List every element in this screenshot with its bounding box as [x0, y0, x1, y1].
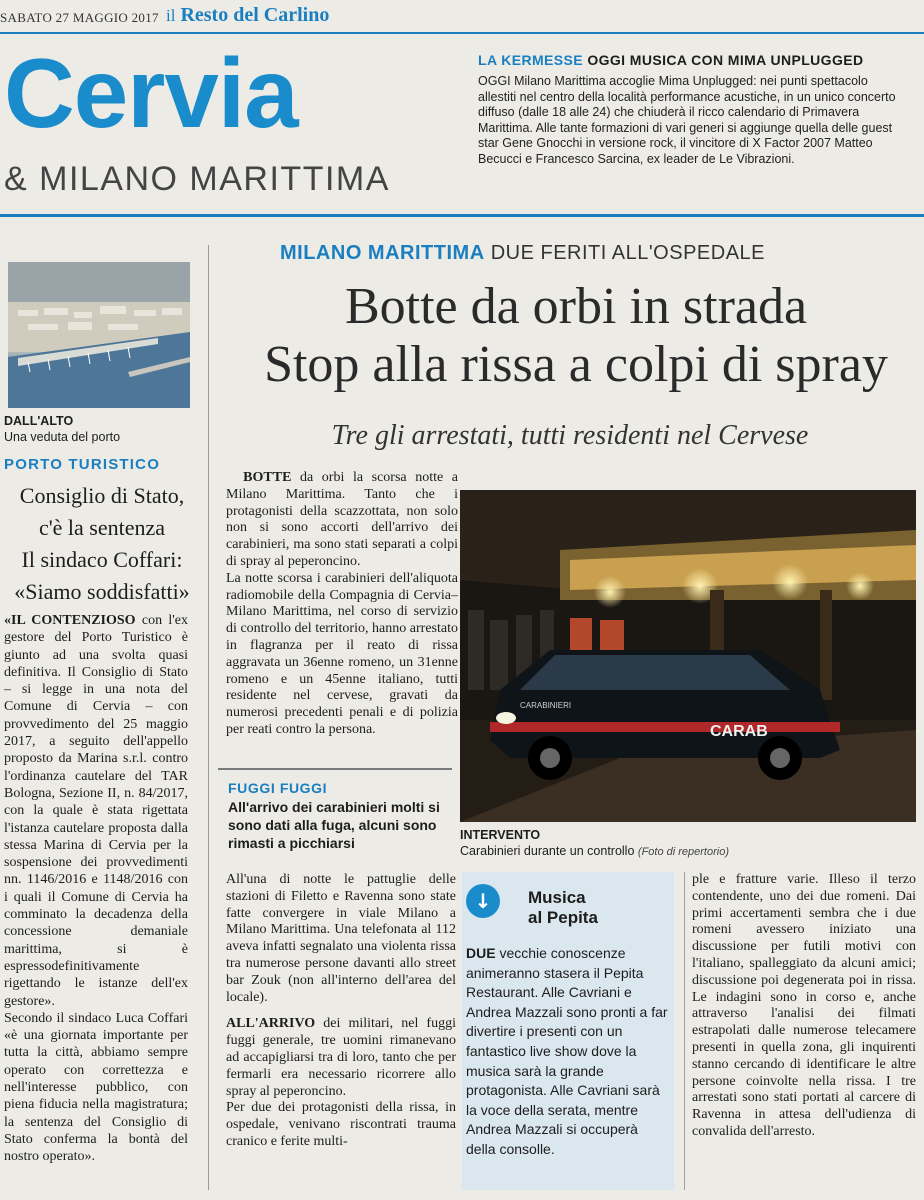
pullquote-text: All'arrivo dei carabinieri molti si sono dati alla fuga, alcuni sono rimasti a picchiarsi [228, 799, 440, 851]
article-body-top [226, 470, 458, 739]
article-lead-text: da orbi la scorsa notte a Milano Marittima. Tanto che i protagonisti della scazzottata, non solo non si sono accorti dell'arrivo dei carabinieri, ma sono stati separati a colpi di spray al peperoncino. [226, 470, 458, 569]
headline-line: Stop alla rissa a colpi di spray [264, 336, 888, 393]
car-text: CARAB [710, 723, 768, 740]
arrow-down-icon: ↓ [466, 884, 500, 918]
sidebar-headline-line: Consiglio di Stato, [19, 483, 185, 508]
column-divider [684, 872, 685, 1190]
photo-credit: (Foto di repertorio) [637, 846, 729, 858]
sidebar-headline-line: «Siamo soddisfatti» [14, 579, 190, 604]
photo-caption-text: Carabinieri durante un controllo [460, 844, 635, 858]
music-box-title [528, 888, 598, 928]
photo-caption-title: INTERVENTO [460, 828, 541, 842]
port-aerial-photo [8, 262, 190, 408]
car-label: CARABINIERI [520, 701, 572, 710]
article-paragraph [226, 1016, 456, 1100]
article-headline [228, 278, 924, 394]
sidebar-article-body [4, 612, 188, 1166]
fuggi-rule [218, 768, 452, 770]
article-subhead: ALL'ARRIVO [226, 1016, 316, 1032]
sidebar-headline-line: c'è la sentenza [38, 515, 166, 540]
section-rule [0, 214, 924, 217]
kermesse-box [478, 52, 908, 167]
carabinieri-photo [460, 490, 916, 822]
sidebar-headline [0, 480, 204, 608]
music-box-title-line: Musica [528, 888, 586, 907]
sidebar-kicker: PORTO TURISTICO [4, 456, 161, 473]
kermesse-body: OGGI Milano Marittima accoglie Mima Unplugged: nei punti spettacolo allestiti nel centro della località performance acustiche, in un unico concerto diffuso (dalle 18 alle 24) che chiuderà il ricco calendario di Primavera Marittima. Alle tante formazioni di vari generi si aggiunge quella delle guest star Gene Gnocchi in versione rock, il vincitore di X Factor 2007 Matteo Becucci e Francesco Sarcina, ex leader de Le Vibrazioni. [478, 74, 896, 166]
article-lead: BOTTE [243, 470, 292, 485]
article-body-continued: ple e fratture varie. Illeso il terzo contendente, uno dei due romeni. Dai primi accertamenti sembra che i due romeni avessero iniziato una discussione per futili motivi con l'italiano, spalleggiato da alcuni amici; discussione poi degenerata poi in rissa. Le indagini sono in corso e, anche attraverso l'analisi dei filmati estrapolati dalle numerose telecamere presenti in quella zona, gli inquirenti stanno cercando di identificare le altre persone coinvolte nella rissa. I tre arrestati sono stati portati al carcere di Ravenna in attesa dell'udienza di convalida dell'arresto. [692, 872, 916, 1139]
sidebar-paragraph [4, 612, 188, 1010]
kermesse-title: OGGI MUSICA CON MIMA UNPLUGGED [587, 52, 864, 68]
aerial-caption-title: DALL'ALTO [4, 414, 74, 428]
aerial-caption-text: Una veduta del porto [4, 430, 121, 444]
pullquote-kicker: FUGGI FUGGI [228, 780, 328, 796]
newspaper-prefix: il [166, 6, 176, 25]
kermesse-heading [478, 52, 908, 68]
article-summary: Tre gli arrestati, tutti residenti nel Cervese [331, 420, 809, 451]
article-paragraph: La notte scorsa i carabinieri dell'aliquota radiomobile della Compagnia di Cervia–Milano Marittima, nel corso di servizio di controllo del territorio, hanno arrestato in flagranza per il reato di rissa aggravata un 36enne romeno, un 31enne romeno e un 45enne italiano, tutti residente nel cervese, gravati da numerosi precedenti penali e di polizia per reati contro la persona. [226, 570, 458, 737]
music-box-body [466, 944, 668, 1160]
photo-caption [460, 844, 729, 858]
music-box-lead: DUE [466, 945, 496, 961]
kermesse-label: LA KERMESSE [478, 52, 584, 68]
headline-line: Botte da orbi in strada [344, 278, 808, 335]
article-kicker-sub: DUE FERITI ALL'OSPEDALE [490, 242, 765, 264]
music-box-title-line: al Pepita [528, 908, 598, 927]
issue-date: SABATO 27 MAGGIO 2017 [0, 10, 159, 25]
sidebar-body-text: con l'ex gestore del Porto Turistico è giunto ad una svolta quasi definitiva. Il Consiglio di Stato – si legge in una nota del Comune di Cervia – con provvedimento del 25 maggio 2017, a seguito dell'appello proposto da Marina s.r.l. contro l'ordinanza cautelare del TAR Bologna, Sezione II, n. 84/2017, con la quale è stata rigettata l'istanza cautelare proposta dalla stessa Marina di Cervia per la sospensione dei provvedimenti nn. 1146/2016 e 1148/2016 con i quali il Comune di Cervia ha comminato la decadenza della concessione demaniale marittima, si è espressodefinitivamente rigettando le istanze dell'ex gestore». [4, 613, 188, 1009]
music-box-text: vecchie conoscenze animeranno stasera il Pepita Restaurant. Alle Cavriani e Andrea Mazzali sono pronti a far divertire i presenti con un fantastico live show dove la musica sarà la grande protagonista. Alle Cavriani sarà la voce della serata, mentre Andrea Mazzali si occuperà della consolle. [466, 945, 668, 1157]
column-divider [208, 245, 209, 1190]
article-kicker [280, 242, 765, 265]
newspaper-title: Resto del Carlino [180, 4, 330, 26]
article-paragraph [226, 470, 458, 571]
sidebar-headline-line: Il sindaco Coffari: [21, 547, 183, 572]
article-para4: dei militari, nel fuggi fuggi generale, tre uomini rimanevano ad accapigliarsi tra di loro, tanto che per fermarli era necessario ricorrere allo spray al peperoncino. [226, 1016, 456, 1099]
sidebar-lead: «IL CONTENZIOSO [4, 613, 136, 628]
article-paragraph: All'una di notte le pattuglie delle stazioni di Filetto e Ravenna sono state fatte convergere in viale Milano a Milano Marittima. Una telefonata al 112 aveva infatti segnalato una violenta rissa tra numerose persone davanti allo street bar Zouk (non all'interno dell'area del locale). [226, 872, 456, 1005]
masthead-rule [0, 32, 924, 34]
sidebar-paragraph: Secondo il sindaco Luca Coffari «è una giornata importante per tutta la città, abbiamo sempre operato con correttezza e nell'interesse pubblico, con piena fiducia nella magistratura; la sentenza del Consiglio di Stato conferma la bontà del nostro operato». [4, 1010, 188, 1165]
section-city-title: Cervia [4, 38, 298, 148]
section-subtitle: & MILANO MARITTIMA [4, 160, 390, 198]
article-location: MILANO MARITTIMA [280, 242, 485, 264]
newspaper-name [166, 4, 329, 27]
article-paragraph: Per due dei protagonisti della rissa, in ospedale, venivano riscontrati trauma cranico e ferite multi- [226, 1100, 456, 1149]
article-body-bottom [226, 872, 456, 1151]
